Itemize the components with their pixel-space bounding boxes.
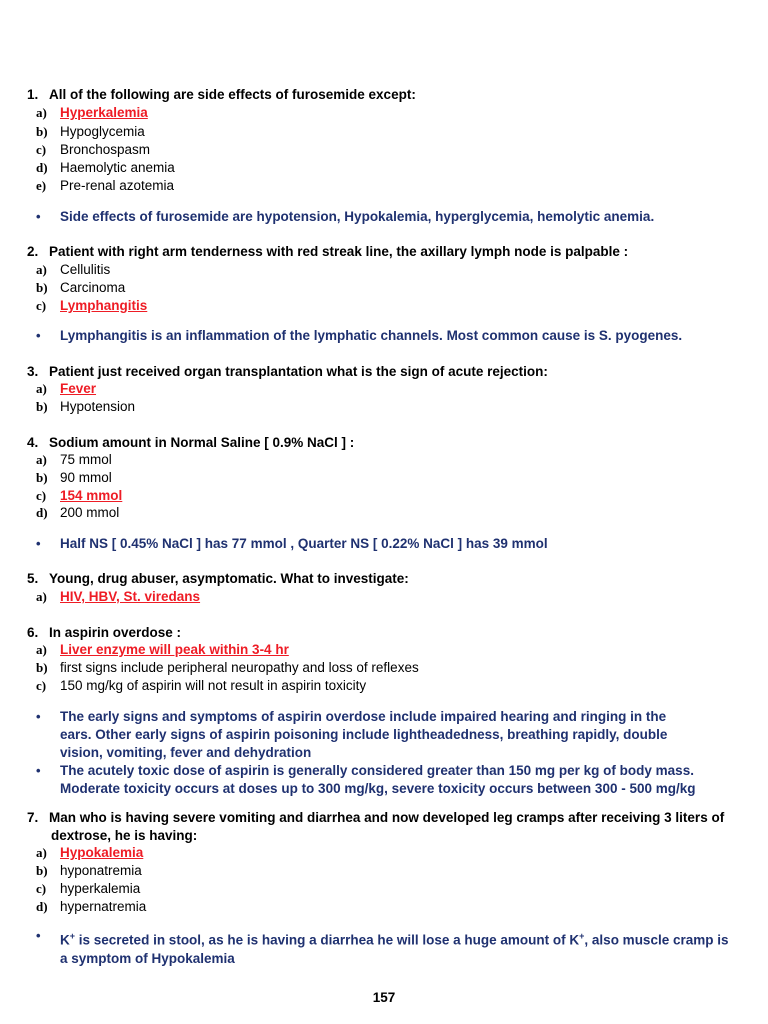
question-3 xyxy=(27,363,737,381)
option-q2-b: b) Carcinoma xyxy=(36,280,126,295)
explanation-q4: • Half NS [ 0.45% NaCl ] has 77 mmol , Quarter NS [ 0.22% NaCl ] has 39 mmol xyxy=(36,536,548,551)
question-7 xyxy=(27,809,737,845)
option-q4-d: d) 200 mmol xyxy=(36,505,120,520)
correct-answer: Fever xyxy=(60,381,97,396)
option-q4-c: c) 154 mmol xyxy=(36,488,123,503)
option-q1-d: d) Haemolytic anemia xyxy=(36,160,175,175)
question-text-continued: dextrose, he is having: xyxy=(51,828,198,843)
option-q7-c: c) hyperkalemia xyxy=(36,881,141,896)
correct-answer: Hyperkalemia xyxy=(60,105,148,120)
bullet-icon: • xyxy=(36,536,41,551)
bullet-icon: • xyxy=(36,328,41,343)
option-q2-a: a) Cellulitis xyxy=(36,262,111,277)
option-q4-a: a) 75 mmol xyxy=(36,452,112,467)
question-number: 5. xyxy=(27,571,39,586)
bullet-icon: • xyxy=(36,209,41,224)
correct-answer: 154 mmol xyxy=(60,488,123,503)
option-q6-c: c) 150 mg/kg of aspirin will not result in aspirin toxicity xyxy=(36,678,367,693)
bullet-icon: • xyxy=(36,763,41,778)
option-q1-e: e) Pre-renal azotemia xyxy=(36,178,175,193)
explanation-q2: • Lymphangitis is an inflammation of the lymphatic channels. Most common cause is S. pyogenes. xyxy=(36,328,683,343)
question-text: Patient just received organ transplantation what is the sign of acute rejection: xyxy=(49,364,548,379)
question-number: 1. xyxy=(27,87,39,102)
option-q6-b: b) first signs include peripheral neuropathy and loss of reflexes xyxy=(36,660,419,675)
option-q4-b: b) 90 mmol xyxy=(36,470,112,485)
option-q3-a: a) Fever xyxy=(36,381,97,396)
option-q1-a: a) Hyperkalemia xyxy=(36,105,148,120)
correct-answer: Liver enzyme will peak within 3-4 hr xyxy=(60,642,289,657)
option-q6-a: a) Liver enzyme will peak within 3-4 hr xyxy=(36,642,289,657)
option-q2-c: c) Lymphangitis xyxy=(36,298,148,313)
correct-answer: Hypokalemia xyxy=(60,845,144,860)
option-q7-a: a) Hypokalemia xyxy=(36,845,144,860)
question-number: 2. xyxy=(27,244,39,259)
option-q1-b: b) Hypoglycemia xyxy=(36,124,145,139)
question-5 xyxy=(27,570,737,588)
correct-answer: HIV, HBV, St. viredans xyxy=(60,589,201,604)
question-2 xyxy=(27,243,737,261)
correct-answer: Lymphangitis xyxy=(60,298,148,313)
question-text: Sodium amount in Normal Saline [ 0.9% NaCl ] : xyxy=(49,435,355,450)
question-text: All of the following are side effects of furosemide except: xyxy=(49,87,416,102)
question-number: 7. xyxy=(27,810,39,825)
explanation-q1: • Side effects of furosemide are hypotension, Hypokalemia, hyperglycemia, hemolytic anemia. xyxy=(36,209,655,224)
explanation-q7: • K+ is secreted in stool, as he is having a diarrhea he will lose a huge amount of K+, also muscle cramp is a symptom of Hypokalemia xyxy=(36,928,729,966)
question-text: Young, drug abuser, asymptomatic. What to investigate: xyxy=(49,571,409,586)
question-number: 6. xyxy=(27,625,39,640)
option-q3-b: b) Hypotension xyxy=(36,399,136,414)
question-text: In aspirin overdose : xyxy=(49,625,182,640)
question-number: 3. xyxy=(27,364,39,379)
explanation-q6-1: • The early signs and symptoms of aspirin overdose include impaired hearing and ringing in the ears. Other early signs of aspirin poisoning include lightheadedness, breathing rapidly, double vision, vomiting, fever and dehydration xyxy=(36,709,668,760)
option-q5-a: a) HIV, HBV, St. viredans xyxy=(36,589,201,604)
question-text: Patient with right arm tenderness with red streak line, the axillary lymph node is palpable : xyxy=(49,244,629,259)
explanation-q6-2: • The acutely toxic dose of aspirin is generally considered greater than 150 mg per kg of body mass. Moderate toxicity occurs at doses up to 300 mg/kg, severe toxicity occurs between 300 - 500 mg/kg xyxy=(36,763,696,796)
page-number: 157 xyxy=(372,990,396,1005)
question-6 xyxy=(27,624,737,642)
option-q1-c: c) Bronchospasm xyxy=(36,142,151,157)
option-q7-d: d) hypernatremia xyxy=(36,899,147,914)
question-1 xyxy=(27,86,737,104)
question-text: Man who is having severe vomiting and diarrhea and now developed leg cramps after receiving 3 liters of xyxy=(49,810,725,825)
option-q7-b: b) hyponatremia xyxy=(36,863,142,878)
bullet-icon: • xyxy=(36,709,41,724)
question-4 xyxy=(27,434,737,452)
bullet-icon: • xyxy=(36,928,41,943)
question-number: 4. xyxy=(27,435,39,450)
